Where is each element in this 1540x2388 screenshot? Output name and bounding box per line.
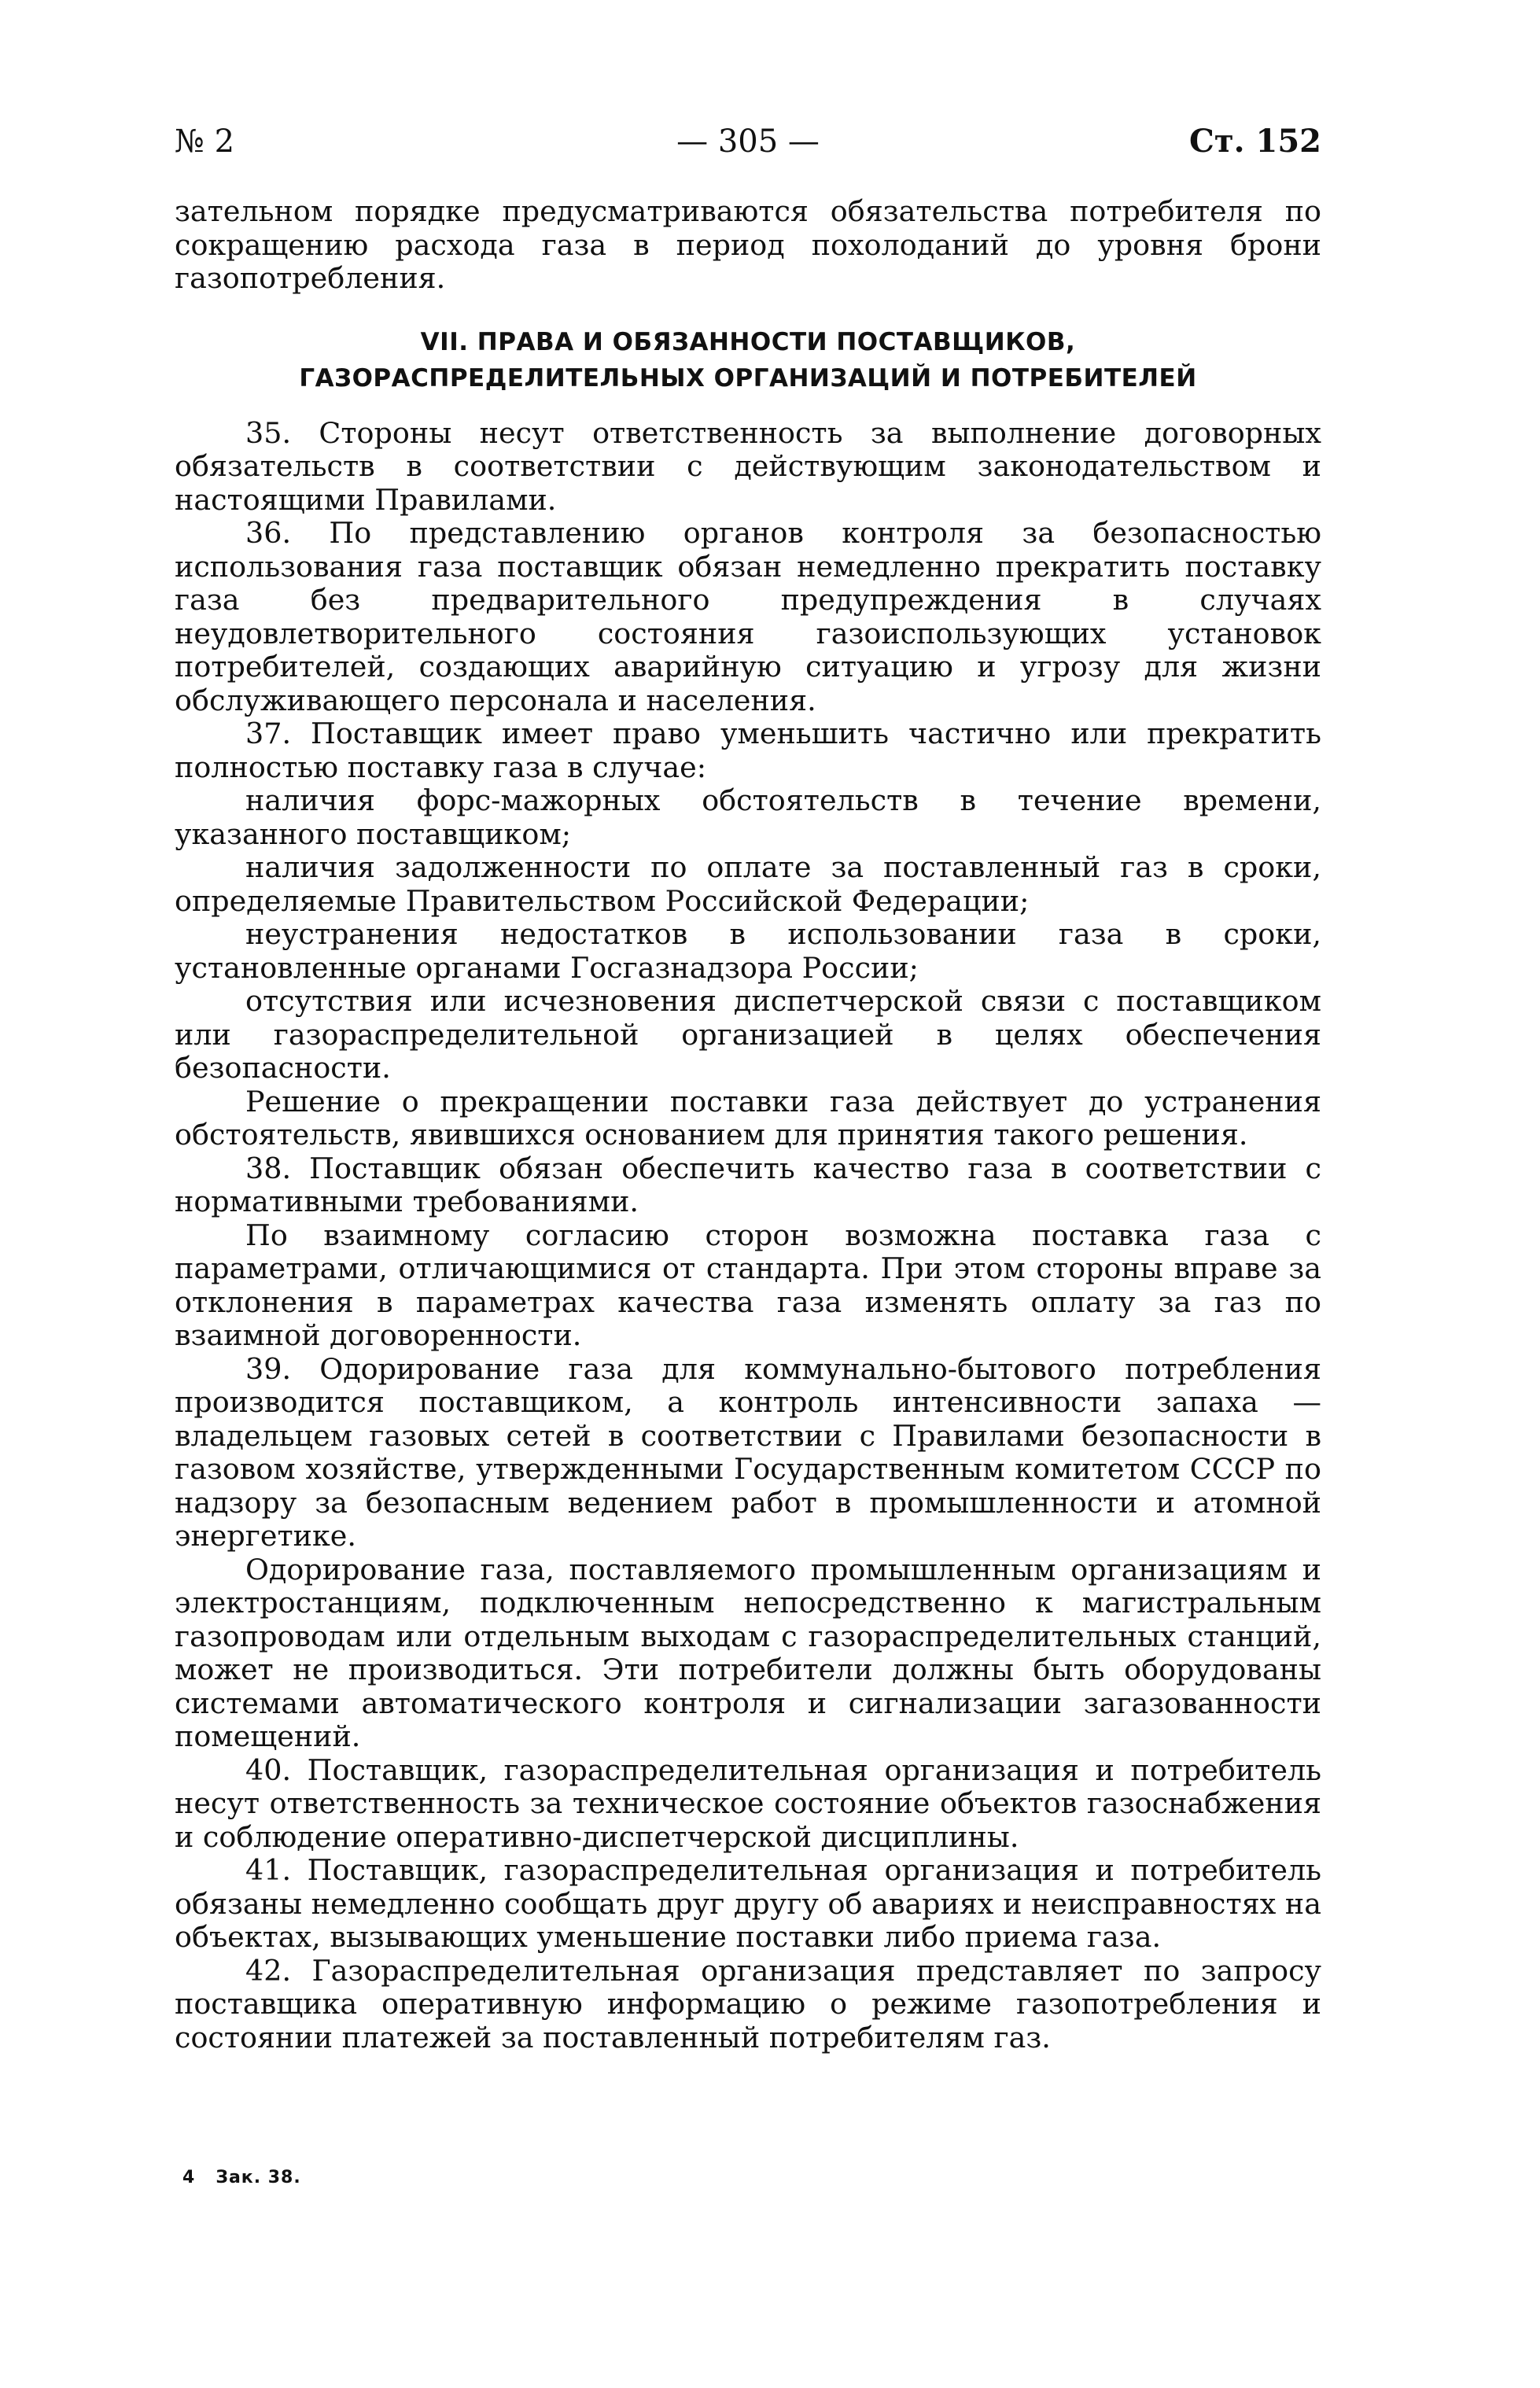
paragraph-41: 41. Поставщик, газораспределительная организация и потребитель обязаны немедленно сообщать друг другу об авариях и неисправностях на объектах, вызывающих уменьшение поставки либо приема газа. (175, 1853, 1321, 1954)
page-number: — 305 — (676, 123, 820, 160)
print-footnote (182, 2166, 322, 2190)
paragraph-37: 37. Поставщик имеет право уменьшить частично или прекратить полностью поставку газа в случае: (175, 717, 1321, 784)
page-header (175, 118, 1321, 165)
paragraph-37-item-4: отсутствия или исчезновения диспетчерской связи с поставщиком или газораспределительной организацией в целях обеспечения безопасности. (175, 984, 1321, 1085)
order-number: Зак. 38. (216, 2168, 301, 2187)
paragraph-38: 38. Поставщик обязан обеспечить качество газа в соответствии с нормативными требованиями. (175, 1151, 1321, 1218)
intro-paragraph: зательном порядке предусматриваются обязательства потребителя по сокращению расхода газа в период похолоданий до уровня брони газопотребления. (175, 194, 1321, 295)
paragraph-42: 42. Газораспределительная организация представляет по запросу поставщика оперативную информацию о режиме газопотребления и состоянии платежей за поставленный потребителям газ. (175, 1953, 1321, 2054)
paragraph-37-decision: Решение о прекращении поставки газа действует до устранения обстоятельств, явившихся основанием для принятия такого решения. (175, 1084, 1321, 1152)
paragraph-39-industrial: Одорирование газа, поставляемого промышленным организациям и электростанциям, подключенным непосредственно к магистральным газопроводам или отдельным выходам с газораспределительных станций, может не производиться. Эти потребители должны быть оборудованы системами автоматического контроля и сигнализации загазованности помещений. (175, 1552, 1321, 1753)
paragraph-36: 36. По представлению органов контроля за безопасностью использования газа поставщик обязан немедленно прекратить поставку газа без предварительного предупреждения в случаях неудовлетворительного состояния газоиспользующих установок потребителей, создающих аварийную ситуацию и угрозу для жизни обслуживающего персонала и населения. (175, 516, 1321, 717)
section-title-line-1: VII. ПРАВА И ОБЯЗАННОСТИ ПОСТАВЩИКОВ, (420, 327, 1076, 356)
paragraph-37-item-2: наличия задолженности по оплате за поставленный газ в сроки, определяемые Правительством Российской Федерации; (175, 850, 1321, 918)
paragraph-35: 35. Стороны несут ответственность за выполнение договорных обязательств в соответствии с действующим законодательством и настоящими Правилами. (175, 415, 1321, 517)
section-title (175, 324, 1321, 396)
sheet-number: 4 (182, 2168, 196, 2187)
article-number: Ст. 152 (1189, 123, 1321, 160)
issue-number: № 2 (175, 123, 235, 160)
paragraph-40: 40. Поставщик, газораспределительная организация и потребитель несут ответственность за техническое состояние объектов газоснабжения и соблюдение оперативно-диспетчерской дисциплины. (175, 1752, 1321, 1854)
document-body (175, 195, 1321, 2054)
paragraph-39: 39. Одорирование газа для коммунально-бытового потребления производится поставщиком, а контроль интенсивности запаха — владельцем газовых сетей в соответствии с Правилами безопасности в газовом хозяйстве, утвержденными Государственным комитетом СССР по надзору за безопасным ведением работ в промышленности и атомной энергетике. (175, 1351, 1321, 1553)
section-title-line-2: ГАЗОРАСПРЕДЕЛИТЕЛЬНЫХ ОРГАНИЗАЦИЙ И ПОТРЕБИТЕЛЕЙ (299, 363, 1197, 392)
paragraph-37-item-1: наличия форс-мажорных обстоятельств в течение времени, указанного поставщиком; (175, 783, 1321, 851)
paragraph-37-item-3: неустранения недостатков в использовании газа в сроки, установленные органами Госгазнадзора России; (175, 917, 1321, 985)
paragraph-38-agreement: По взаимному согласию сторон возможна поставка газа с параметрами, отличающимися от стандарта. При этом стороны вправе за отклонения в параметрах качества газа изменять оплату за газ по взаимной договоренности. (175, 1218, 1321, 1352)
